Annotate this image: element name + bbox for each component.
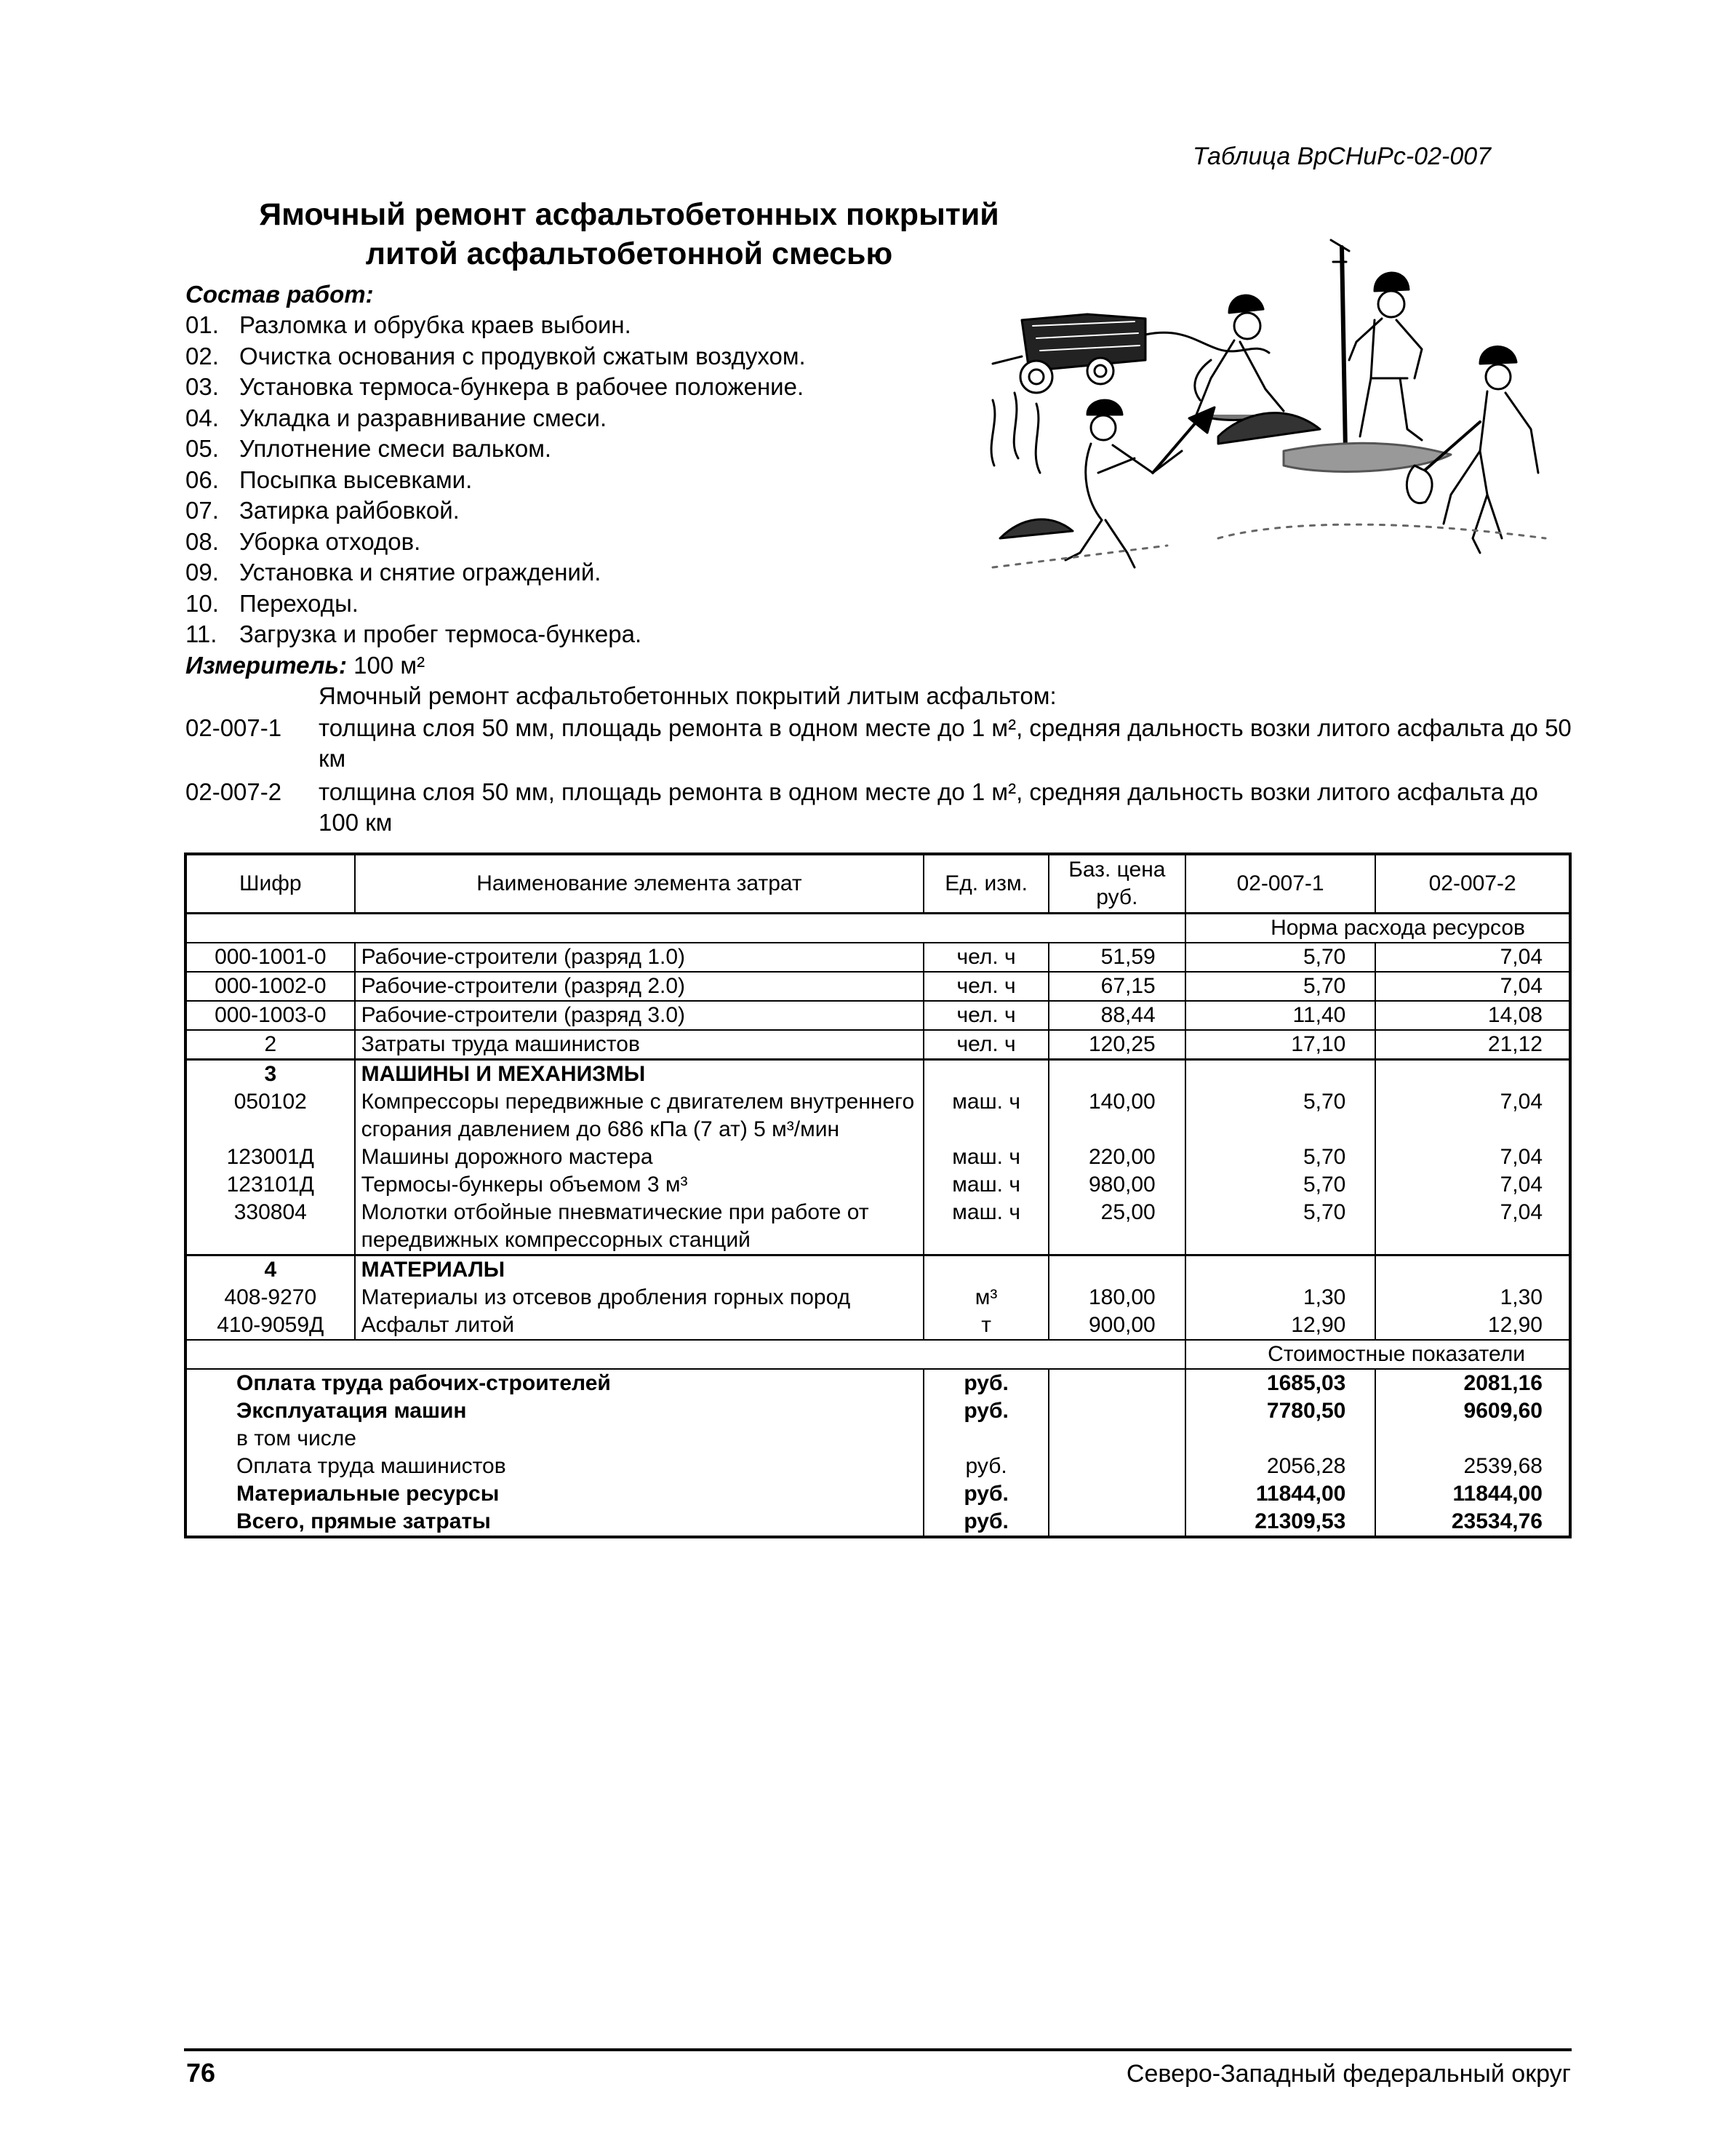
work-number: 03. xyxy=(185,373,219,400)
cell-name: Термосы-бункеры объемом 3 м³ xyxy=(355,1171,924,1199)
cell-unit: маш. ч xyxy=(924,1088,1049,1143)
summary-variant-1: 21309,53 xyxy=(1185,1508,1376,1537)
cell-variant-2: 12,90 xyxy=(1375,1311,1570,1340)
blank-cell xyxy=(185,1340,1185,1369)
cell-unit: м³ xyxy=(924,1284,1049,1311)
header-unit: Ед. изм. xyxy=(924,854,1049,914)
work-number: 10. xyxy=(185,589,219,617)
table-body xyxy=(185,914,1570,1538)
blank-cell xyxy=(1049,1453,1185,1480)
table-header-row xyxy=(185,854,1570,914)
cell-code: 000-1003-0 xyxy=(185,1001,355,1030)
measure-label: Измеритель: xyxy=(185,652,347,679)
blank-cell xyxy=(1049,1425,1185,1453)
summary-unit: руб. xyxy=(924,1397,1049,1425)
cell-code: 000-1002-0 xyxy=(185,972,355,1001)
table-row xyxy=(185,972,1570,1001)
table-row xyxy=(185,1199,1570,1255)
blank-cell xyxy=(1375,1060,1570,1089)
cell-code: 050102 xyxy=(185,1088,355,1143)
blank-cell xyxy=(924,1060,1049,1089)
header-variant-2: 02-007-2 xyxy=(1375,854,1570,914)
worker-kneeling xyxy=(1195,295,1320,444)
summary-unit xyxy=(924,1425,1049,1453)
cell-code: 123001Д xyxy=(185,1143,355,1171)
cell-name: Машины дорожного мастера xyxy=(355,1143,924,1171)
summary-name: Эксплуатация машин xyxy=(185,1397,924,1425)
cell-price: 980,00 xyxy=(1049,1171,1185,1199)
work-item xyxy=(185,434,806,465)
work-number: 11. xyxy=(185,620,217,647)
cell-price: 67,15 xyxy=(1049,972,1185,1001)
table-reference: Таблица ВрСНиРс-02-007 xyxy=(1193,143,1492,170)
road-workers-illustration xyxy=(978,233,1582,589)
cell-unit: т xyxy=(924,1311,1049,1340)
measure xyxy=(185,652,425,679)
table-row xyxy=(185,1030,1570,1060)
summary-variant-1 xyxy=(1185,1425,1376,1453)
blank-cell xyxy=(1375,1255,1570,1285)
variant-text: толщина слоя 50 мм, площадь ремонта в одном месте до 1 м², средняя дальность возки литого асфальта до 50 км xyxy=(319,714,1572,772)
blank-cell xyxy=(185,914,1185,943)
cell-variant-2: 14,08 xyxy=(1375,1001,1570,1030)
summary-name: Оплата труда машинистов xyxy=(185,1453,924,1480)
cell-name: Рабочие-строители (разряд 3.0) xyxy=(355,1001,924,1030)
summary-variant-1: 7780,50 xyxy=(1185,1397,1376,1425)
cell-variant-1: 5,70 xyxy=(1185,1199,1376,1255)
work-number: 05. xyxy=(185,435,219,462)
summary-name: Оплата труда рабочих-строителей xyxy=(185,1369,924,1397)
cell-name: Материалы из отсевов дробления горных пород xyxy=(355,1284,924,1311)
cell-price: 220,00 xyxy=(1049,1143,1185,1171)
summary-variant-1: 1685,03 xyxy=(1185,1369,1376,1397)
footer-rule xyxy=(184,2048,1572,2051)
table-row xyxy=(185,943,1570,972)
cell-variant-1: 5,70 xyxy=(1185,972,1376,1001)
cell-price: 25,00 xyxy=(1049,1199,1185,1255)
cell-code: 330804 xyxy=(185,1199,355,1255)
cell-variant-2: 7,04 xyxy=(1375,1199,1570,1255)
cell-name: Затраты труда машинистов xyxy=(355,1030,924,1060)
work-text: Посыпка высевками. xyxy=(239,466,473,493)
steam-lines xyxy=(991,393,1040,473)
header-variant-1: 02-007-1 xyxy=(1185,854,1376,914)
section-code: 4 xyxy=(185,1255,355,1285)
blank-cell xyxy=(1185,1060,1376,1089)
work-text: Загрузка и пробег термоса-бункера. xyxy=(239,620,642,647)
cost-table xyxy=(184,853,1572,1538)
cell-code: 408-9270 xyxy=(185,1284,355,1311)
table-row xyxy=(185,1284,1570,1311)
compressor-drawing xyxy=(993,314,1269,393)
summary-variant-1: 2056,28 xyxy=(1185,1453,1376,1480)
cell-name: Рабочие-строители (разряд 2.0) xyxy=(355,972,924,1001)
cell-code: 000-1001-0 xyxy=(185,943,355,972)
summary-name: Всего, прямые затраты xyxy=(185,1508,924,1537)
summary-unit: руб. xyxy=(924,1369,1049,1397)
blank-cell xyxy=(1049,1480,1185,1508)
summary-unit: руб. xyxy=(924,1480,1049,1508)
work-number: 02. xyxy=(185,342,219,370)
summary-name: Материальные ресурсы xyxy=(185,1480,924,1508)
cell-variant-1: 5,70 xyxy=(1185,1088,1376,1143)
summary-unit: руб. xyxy=(924,1508,1049,1537)
title-line-1: Ямочный ремонт асфальтобетонных покрытий xyxy=(259,197,999,232)
variant-code: 02-007-2 xyxy=(185,778,282,805)
cell-variant-1: 1,30 xyxy=(1185,1284,1376,1311)
cell-variant-1: 17,10 xyxy=(1185,1030,1376,1060)
cell-variant-2: 7,04 xyxy=(1375,1088,1570,1143)
summary-variant-2: 23534,76 xyxy=(1375,1508,1570,1537)
work-item xyxy=(185,527,806,558)
blank-cell xyxy=(1185,1255,1376,1285)
work-item xyxy=(185,310,806,341)
header-name: Наименование элемента затрат xyxy=(355,854,924,914)
worker-with-shovel-left xyxy=(1000,400,1215,567)
table-row xyxy=(185,1001,1570,1030)
work-number: 04. xyxy=(185,404,219,431)
blank-cell xyxy=(1049,1369,1185,1397)
work-item xyxy=(185,403,806,434)
cell-code: 410-9059Д xyxy=(185,1311,355,1340)
work-text: Уборка отходов. xyxy=(239,527,421,555)
work-text: Очистка основания с продувкой сжатым воздухом. xyxy=(239,342,806,370)
work-text: Переходы. xyxy=(239,589,359,617)
cell-price: 51,59 xyxy=(1049,943,1185,972)
cell-name: Молотки отбойные пневматические при работе от передвижных компрессорных станций xyxy=(355,1199,924,1255)
variant-code: 02-007-1 xyxy=(185,714,282,741)
summary-variant-2: 2539,68 xyxy=(1375,1453,1570,1480)
cell-unit: маш. ч xyxy=(924,1171,1049,1199)
work-item xyxy=(185,465,806,496)
cell-price: 88,44 xyxy=(1049,1001,1185,1030)
work-number: 07. xyxy=(185,497,219,524)
work-number: 06. xyxy=(185,466,219,493)
cell-name: Рабочие-строители (разряд 1.0) xyxy=(355,943,924,972)
worker-with-jackhammer xyxy=(1284,240,1451,471)
cell-unit: чел. ч xyxy=(924,972,1049,1001)
cell-unit: чел. ч xyxy=(924,1001,1049,1030)
cell-price: 120,25 xyxy=(1049,1030,1185,1060)
work-number: 01. xyxy=(185,311,219,338)
cell-unit: маш. ч xyxy=(924,1199,1049,1255)
work-number: 09. xyxy=(185,559,219,586)
work-item xyxy=(185,557,806,588)
blank-cell xyxy=(924,1255,1049,1285)
cell-name: Асфальт литой xyxy=(355,1311,924,1340)
summary-row xyxy=(185,1397,1570,1425)
blank-cell xyxy=(1049,1060,1185,1089)
cell-variant-2: 7,04 xyxy=(1375,972,1570,1001)
summary-variant-2 xyxy=(1375,1425,1570,1453)
summary-variant-2: 2081,16 xyxy=(1375,1369,1570,1397)
table-row xyxy=(185,1171,1570,1199)
variants-intro: Ямочный ремонт асфальтобетонных покрытий литым асфальтом: xyxy=(319,682,1057,709)
summary-unit: руб. xyxy=(924,1453,1049,1480)
cell-variant-2: 21,12 xyxy=(1375,1030,1570,1060)
cell-price: 140,00 xyxy=(1049,1088,1185,1143)
summary-variant-2: 9609,60 xyxy=(1375,1397,1570,1425)
summary-row xyxy=(185,1508,1570,1537)
work-item xyxy=(185,619,806,650)
summary-name: в том числе xyxy=(185,1425,924,1453)
table-row xyxy=(185,1311,1570,1340)
section-title: МАТЕРИАЛЫ xyxy=(355,1255,924,1285)
summary-row xyxy=(185,1369,1570,1397)
cost-caption: Стоимостные показатели xyxy=(1185,1340,1570,1369)
summary-row xyxy=(185,1425,1570,1453)
cell-variant-2: 7,04 xyxy=(1375,943,1570,972)
section-code: 3 xyxy=(185,1060,355,1089)
cell-variant-2: 7,04 xyxy=(1375,1171,1570,1199)
cell-name: Компрессоры передвижные с двигателем внутреннего сгорания давлением до 686 кПа (7 ат) 5 м³/мин xyxy=(355,1088,924,1143)
cell-unit: чел. ч xyxy=(924,1030,1049,1060)
header-code: Шифр xyxy=(185,854,355,914)
table-row xyxy=(185,1143,1570,1171)
cell-variant-2: 1,30 xyxy=(1375,1284,1570,1311)
norm-caption: Норма расхода ресурсов xyxy=(1185,914,1570,943)
summary-row xyxy=(185,1480,1570,1508)
cell-variant-1: 5,70 xyxy=(1185,1143,1376,1171)
work-item xyxy=(185,372,806,403)
cell-variant-1: 11,40 xyxy=(1185,1001,1376,1030)
works-list xyxy=(185,310,806,650)
summary-variant-1: 11844,00 xyxy=(1185,1480,1376,1508)
header-price: Баз. цена руб. xyxy=(1049,854,1185,914)
works-label: Состав работ: xyxy=(185,281,374,308)
work-item xyxy=(185,341,806,372)
cell-price: 900,00 xyxy=(1049,1311,1185,1340)
measure-value: 100 м² xyxy=(353,652,425,679)
section-row xyxy=(185,1060,1570,1089)
work-text: Затирка райбовкой. xyxy=(239,497,460,524)
title-line-2: литой асфальтобетонной смесью xyxy=(365,236,893,271)
document-title xyxy=(175,195,1084,274)
work-number: 08. xyxy=(185,527,219,555)
work-text: Укладка и разравнивание смеси. xyxy=(239,404,607,431)
cell-unit: чел. ч xyxy=(924,943,1049,972)
region-name: Северо-Западный федеральный округ xyxy=(1126,2060,1571,2088)
cell-code: 123101Д xyxy=(185,1171,355,1199)
norm-caption-row xyxy=(185,914,1570,943)
blank-cell xyxy=(1049,1255,1185,1285)
cell-code: 2 xyxy=(185,1030,355,1060)
summary-row xyxy=(185,1453,1570,1480)
work-text: Разломка и обрубка краев выбоин. xyxy=(239,311,631,338)
cell-variant-1: 12,90 xyxy=(1185,1311,1376,1340)
page-number: 76 xyxy=(186,2058,216,2088)
summary-variant-2: 11844,00 xyxy=(1375,1480,1570,1508)
work-text: Уплотнение смеси вальком. xyxy=(239,435,552,462)
cell-variant-1: 5,70 xyxy=(1185,1171,1376,1199)
cell-variant-1: 5,70 xyxy=(1185,943,1376,972)
cell-price: 180,00 xyxy=(1049,1284,1185,1311)
blank-cell xyxy=(1049,1508,1185,1537)
section-title: МАШИНЫ И МЕХАНИЗМЫ xyxy=(355,1060,924,1089)
cell-unit: маш. ч xyxy=(924,1143,1049,1171)
blank-cell xyxy=(1049,1397,1185,1425)
cell-variant-2: 7,04 xyxy=(1375,1143,1570,1171)
work-text: Установка термоса-бункера в рабочее положение. xyxy=(239,373,804,400)
cost-caption-row xyxy=(185,1340,1570,1369)
section-row xyxy=(185,1255,1570,1285)
variant-text: толщина слоя 50 мм, площадь ремонта в одном месте до 1 м², средняя дальность возки литого асфальта до 100 км xyxy=(319,778,1538,836)
table-row xyxy=(185,1088,1570,1143)
work-item xyxy=(185,495,806,527)
work-text: Установка и снятие ограждений. xyxy=(239,559,601,586)
work-item xyxy=(185,588,806,620)
